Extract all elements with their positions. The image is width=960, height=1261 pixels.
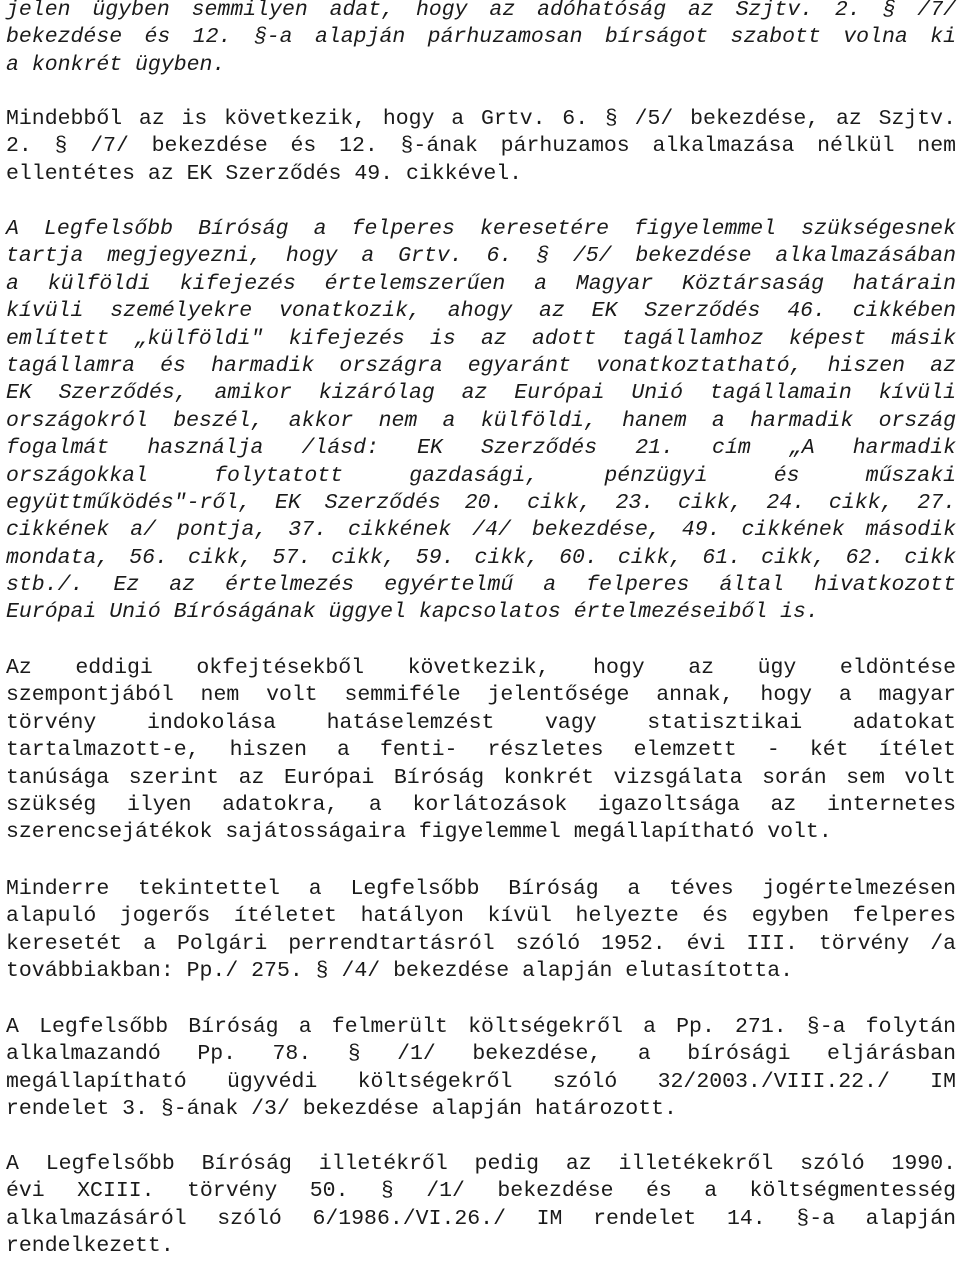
text-line: szerencsejátékok sajátosságaira figyelemmel megállapítható volt. xyxy=(6,820,832,845)
text-line: alkalmazandó Pp. 78. § /1/ bekezdése, a bírósági eljárásban xyxy=(6,1042,956,1067)
paragraph-3 xyxy=(6,216,956,627)
paragraph-7 xyxy=(6,1151,956,1261)
text-line: a külföldi kifejezés értelemszerűen a Magyar Köztársaság határain xyxy=(6,271,956,296)
text-line: Az eddigi okfejtésekből következik, hogy az ügy eldöntése xyxy=(6,656,956,680)
text-line: Mindebből az is következik, hogy a Grtv. 6. § /5/ bekezdése, az Szjtv. xyxy=(6,107,956,131)
text-line: 2. § /7/ bekezdése és 12. §-ának párhuzamos alkalmazása nélkül nem xyxy=(6,134,956,159)
text-line: továbbiakban: Pp./ 275. § /4/ bekezdése alapján elutasította. xyxy=(6,959,794,984)
text-line: mondata, 56. cikk, 57. cikk, 59. cikk, 60. cikk, 61. cikk, 62. cikk xyxy=(6,545,956,570)
text-line: szükség ilyen adatokra, a korlátozások igazoltsága az internetes xyxy=(6,792,956,817)
text-line: A Legfelsőbb Bíróság illetékről pedig az illetékekről szóló 1990. xyxy=(6,1152,956,1176)
text-line: Minderre tekintettel a Legfelsőbb Bíróság a téves jogértelmezésen xyxy=(6,877,956,901)
text-line: országokkal folytatott gazdasági, pénzügyi és műszaki xyxy=(6,463,956,488)
text-line: tagállamra és harmadik országra egyaránt vonatkoztatható, hiszen az xyxy=(6,353,956,378)
text-line: ellentétes az EK Szerződés 49. cikkével. xyxy=(6,161,523,186)
text-line: keresetét a Polgári perrendtartásról szóló 1952. évi III. törvény /a xyxy=(6,931,956,956)
paragraph-2 xyxy=(6,106,956,188)
text-line: kívüli személyekre vonatkozik, ahogy az EK Szerződés 46. cikkében xyxy=(6,299,956,324)
text-line: együttműködés"-ről, EK Szerződés 20. cikk, 23. cikk, 24. cikk, 27. xyxy=(6,490,956,515)
paragraph-6 xyxy=(6,1014,956,1124)
text-line: tartalmazott-e, hiszen a fenti- részletes elemzett - két ítélet xyxy=(6,738,956,763)
paragraph-5 xyxy=(6,876,956,986)
text-line: fogalmát használja /lásd: EK Szerződés 21. cím „A harmadik xyxy=(6,436,956,461)
text-line: említett „külföldi" kifejezés is az adott tagállamhoz képest másik xyxy=(6,326,956,351)
text-line: Európai Unió Bíróságának üggyel kapcsolatos értelmezéseiből is. xyxy=(6,600,819,625)
text-line: tartja megjegyezni, hogy a Grtv. 6. § /5/ bekezdése alkalmazásában xyxy=(6,244,956,269)
text-line: országokról beszél, akkor nem a külföldi, hanem a harmadik ország xyxy=(6,408,956,433)
text-line: rendelet 3. §-ának /3/ bekezdése alapján határozott. xyxy=(6,1097,677,1122)
text-line: A Legfelsőbb Bíróság a felperes keresetére figyelemmel szükségesnek xyxy=(6,217,956,241)
paragraph-4 xyxy=(6,655,956,847)
text-line: megállapítható ügyvédi költségekről szóló 32/2003./VIII.22./ IM xyxy=(6,1069,956,1094)
text-line: stb./. Ez az értelmezés egyértelmű a felperes által hivatkozott xyxy=(6,573,956,598)
text-line: bekezdése és 12. §-a alapján párhuzamosan bírságot szabott volna ki xyxy=(6,25,956,50)
text-line: törvény indokolása hatáselemzést vagy statisztikai adatokat xyxy=(6,710,956,735)
text-line: A Legfelsőbb Bíróság a felmerült költségekről a Pp. 271. §-a folytán xyxy=(6,1015,956,1039)
text-line: a konkrét ügyben. xyxy=(6,52,226,77)
text-line: szempontjából nem volt semmiféle jelentősége annak, hogy a magyar xyxy=(6,683,956,708)
text-line: évi XCIII. törvény 50. § /1/ bekezdése és a költségmentesség xyxy=(6,1179,956,1204)
text-line: alapuló jogerős ítéletet hatályon kívül helyezte és egyben felperes xyxy=(6,904,956,929)
text-line: rendelkezett. xyxy=(6,1234,174,1259)
text-line: cikkének a/ pontja, 37. cikkének /4/ bekezdése, 49. cikkének második xyxy=(6,518,956,543)
text-line: alkalmazásáról szóló 6/1986./VI.26./ IM rendelet 14. §-a alapján xyxy=(6,1206,956,1231)
text-line: tanúsága szerint az Európai Bíróság konkrét vizsgálata során sem volt xyxy=(6,765,956,790)
text-line: jelen ügyben semmilyen adat, hogy az adóhatóság az Szjtv. 2. § /7/ xyxy=(6,0,956,22)
paragraph-1 xyxy=(6,0,956,79)
text-line: EK Szerződés, amikor kizárólag az Európai Unió tagállamain kívüli xyxy=(6,381,956,406)
